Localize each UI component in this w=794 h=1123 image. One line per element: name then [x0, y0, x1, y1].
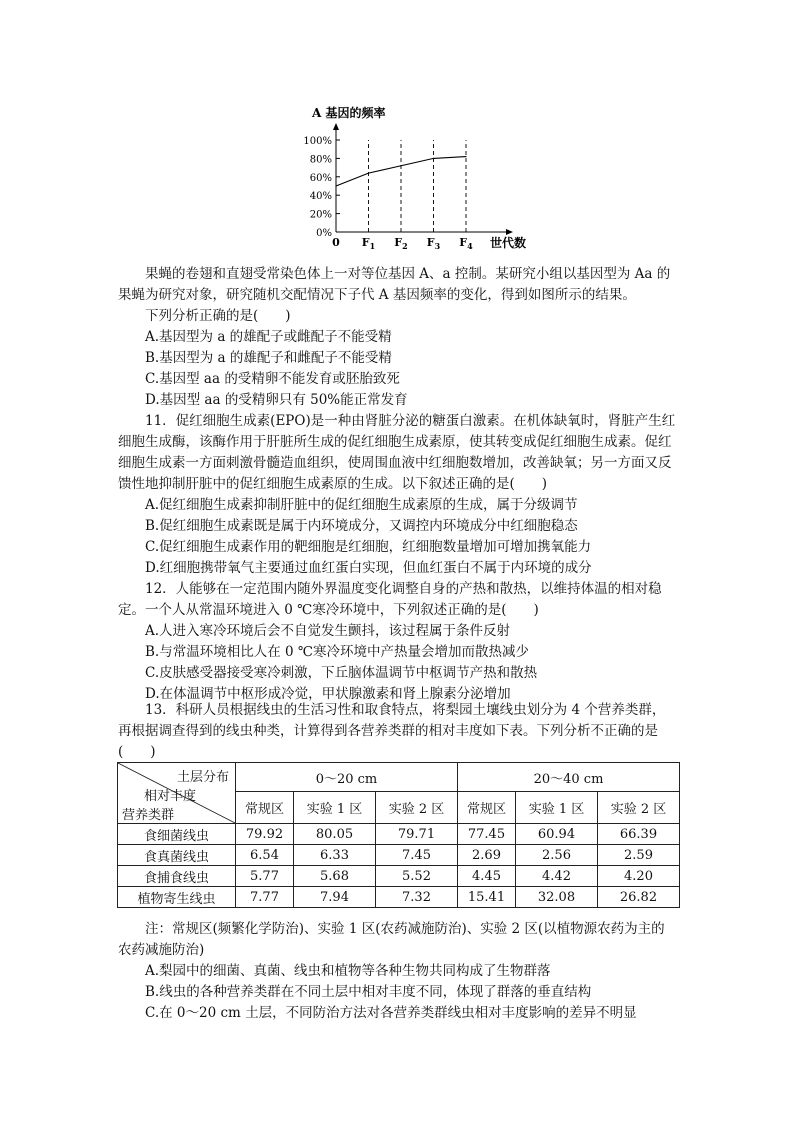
x-axis-arrow-icon [506, 229, 513, 235]
allele-frequency-chart [0, 0, 794, 260]
table-cell: 7.94 [294, 887, 376, 908]
q12-stem: 12．人能够在一定范围内随外界温度变化调整自身的产热和散热，以维持体温的相对稳定。一个人从常温环境进入 0 ℃寒冷环境中，下列叙述正确的是( ) [118, 581, 662, 618]
table-row [118, 887, 680, 908]
q13-option-b: B.线虫的各种营养类群在不同土层中相对丰度不同，体现了群落的垂直结构 [145, 984, 592, 1000]
column-header: 实验 2 区 [597, 792, 679, 824]
column-header: 常规区 [457, 792, 515, 824]
table-cell: 4.45 [457, 866, 515, 887]
q13-stem: 13．科研人员根据线虫的生活习性和取食特点，将梨园土壤线虫划分为 4 个营养类群，再根据调查得到的线虫种类，计算得到各营养类群的相对丰度如下表。下列分析不正确的是( ) [118, 702, 666, 760]
row-group-name: 植物寄生线虫 [118, 887, 236, 908]
row-group-name: 食细菌线虫 [118, 824, 236, 845]
row-group-name: 食捕食线虫 [118, 866, 236, 887]
chart-y-axis-label: A 基因的频率 [312, 106, 386, 120]
data-point [433, 158, 434, 159]
diag-header-group: 营养类群 [122, 808, 175, 823]
x-tick-label: $F_2$ [394, 236, 408, 251]
y-tick-label: 100% [303, 136, 332, 147]
q10-option-b: B.基因型为 a 的雄配子和雌配子不能受精 [145, 350, 392, 366]
x-tick-label: $F_1$ [361, 236, 376, 251]
column-header: 常规区 [236, 792, 294, 824]
q13-table-note: 注：常规区(频繁化学防治)、实验 1 区(农药减施防治)、实验 2 区(以植物源农药为主的农药减施防治) [118, 921, 665, 958]
data-point [335, 185, 336, 186]
x-tick-label: $F_3$ [426, 236, 441, 251]
diag-header-layer: 土层分布 [176, 770, 229, 785]
table-diagonal-header [118, 763, 236, 824]
table-cell: 6.33 [294, 845, 376, 866]
table-cell: 7.45 [376, 845, 458, 866]
q12-option-d: D.在体温调节中枢形成冷觉，甲状腺激素和肾上腺素分泌增加 [145, 686, 511, 702]
table-cell: 2.56 [516, 845, 598, 866]
q11-option-a: A.促红细胞生成素抑制肝脏中的促红细胞生成素原的生成，属于分级调节 [145, 497, 578, 513]
y-axis-arrow-icon [333, 123, 339, 130]
data-point [400, 165, 401, 166]
q10-prompt: 下列分析正确的是( ) [145, 308, 291, 324]
table-cell: 5.68 [294, 866, 376, 887]
table-cell: 4.42 [516, 866, 598, 887]
q13-option-a: A.梨园中的细菌、真菌、线虫和植物等各种生物共同构成了生物群落 [145, 963, 551, 979]
table-cell: 79.92 [236, 824, 294, 845]
table-cell: 66.39 [597, 824, 679, 845]
table-cell: 80.05 [294, 824, 376, 845]
q13-option-c: C.在 0～20 cm 土层，不同防治方法对各营养类群线虫相对丰度影响的差异不明显 [145, 1005, 637, 1021]
y-tick-label: 20% [309, 209, 332, 221]
column-header: 实验 1 区 [516, 792, 598, 824]
q11-option-c: C.促红细胞生成素作用的靶细胞是红细胞，红细胞数量增加可增加携氧能力 [145, 539, 592, 555]
q10-stem: 果蝇的卷翅和直翅受常染色体上一对等位基因 A、a 控制。某研究小组以基因型为 Aa 的果蝇为研究对象，研究随机交配情况下子代 A 基因频率的变化，得到如图所示的结果。 [118, 266, 671, 303]
x-tick-label: $F_4$ [459, 236, 473, 251]
table-row [118, 824, 680, 845]
column-header: 实验 2 区 [376, 792, 458, 824]
column-header: 实验 1 区 [294, 792, 376, 824]
table-cell: 32.08 [516, 887, 598, 908]
chart-x-axis-label: 世代数 [490, 236, 527, 250]
layer-header-20-40: 20～40 cm [457, 763, 679, 792]
row-group-name: 食真菌线虫 [118, 845, 236, 866]
q11-stem: 11．促红细胞生成素(EPO)是一种由肾脏分泌的糖蛋白激素。在机体缺氧时，肾脏产生红细胞生成酶，该酶作用于肝脏所生成的促红细胞生成素原，使其转变成促红细胞生成素。促红细胞生成素一方面刺激骨髓造血组织，使周围血液中红细胞数增加，改善缺氧；另一方面又反馈性地抑制肝脏中的促红细胞生成素原的生成。以下叙述正确的是( ) [118, 413, 676, 492]
data-point [368, 173, 369, 174]
table-row [118, 845, 680, 866]
table-cell: 2.59 [597, 845, 679, 866]
y-tick-label: 80% [309, 154, 332, 166]
q11-option-b: B.促红细胞生成素既是属于内环境成分，又调控内环境成分中红细胞稳态 [145, 518, 578, 534]
data-point [465, 156, 466, 157]
y-tick-label: 60% [309, 172, 332, 184]
y-tick-label: 0% [316, 228, 332, 239]
table-cell: 6.54 [236, 845, 294, 866]
q11-option-d: D.红细胞携带氧气主要通过血红蛋白实现，但血红蛋白不属于内环境的成分 [145, 560, 592, 576]
table-cell: 2.69 [457, 845, 515, 866]
layer-header-0-20: 0～20 cm [236, 763, 458, 792]
q10-option-a: A.基因型为 a 的雄配子或雌配子不能受精 [145, 329, 392, 345]
table-cell: 5.77 [236, 866, 294, 887]
table-cell: 26.82 [597, 887, 679, 908]
x-tick-label: 0 [332, 236, 340, 249]
table-cell: 77.45 [457, 824, 515, 845]
diag-header-abundance: 相对丰度 [144, 789, 197, 804]
table-cell: 15.41 [457, 887, 515, 908]
table-cell: 5.52 [376, 866, 458, 887]
nematode-abundance-table [117, 762, 680, 908]
table-cell: 4.20 [597, 866, 679, 887]
q10-option-d: D.基因型 aa 的受精卵只有 50%能正常发育 [145, 392, 408, 408]
table-row [118, 866, 680, 887]
table-cell: 79.71 [376, 824, 458, 845]
table-cell: 7.77 [236, 887, 294, 908]
table-cell: 7.32 [376, 887, 458, 908]
q12-option-c: C.皮肤感受器接受寒冷刺激，下丘脑体温调节中枢调节产热和散热 [145, 665, 538, 681]
table-cell: 60.94 [516, 824, 598, 845]
q12-option-b: B.与常温环境相比人在 0 ℃寒冷环境中产热量会增加而散热减少 [145, 644, 529, 660]
q10-option-c: C.基因型 aa 的受精卵不能发育或胚胎致死 [145, 371, 400, 387]
y-tick-label: 40% [309, 191, 332, 203]
q12-option-a: A.人进入寒冷环境后会不自觉发生颤抖，该过程属于条件反射 [145, 623, 511, 639]
